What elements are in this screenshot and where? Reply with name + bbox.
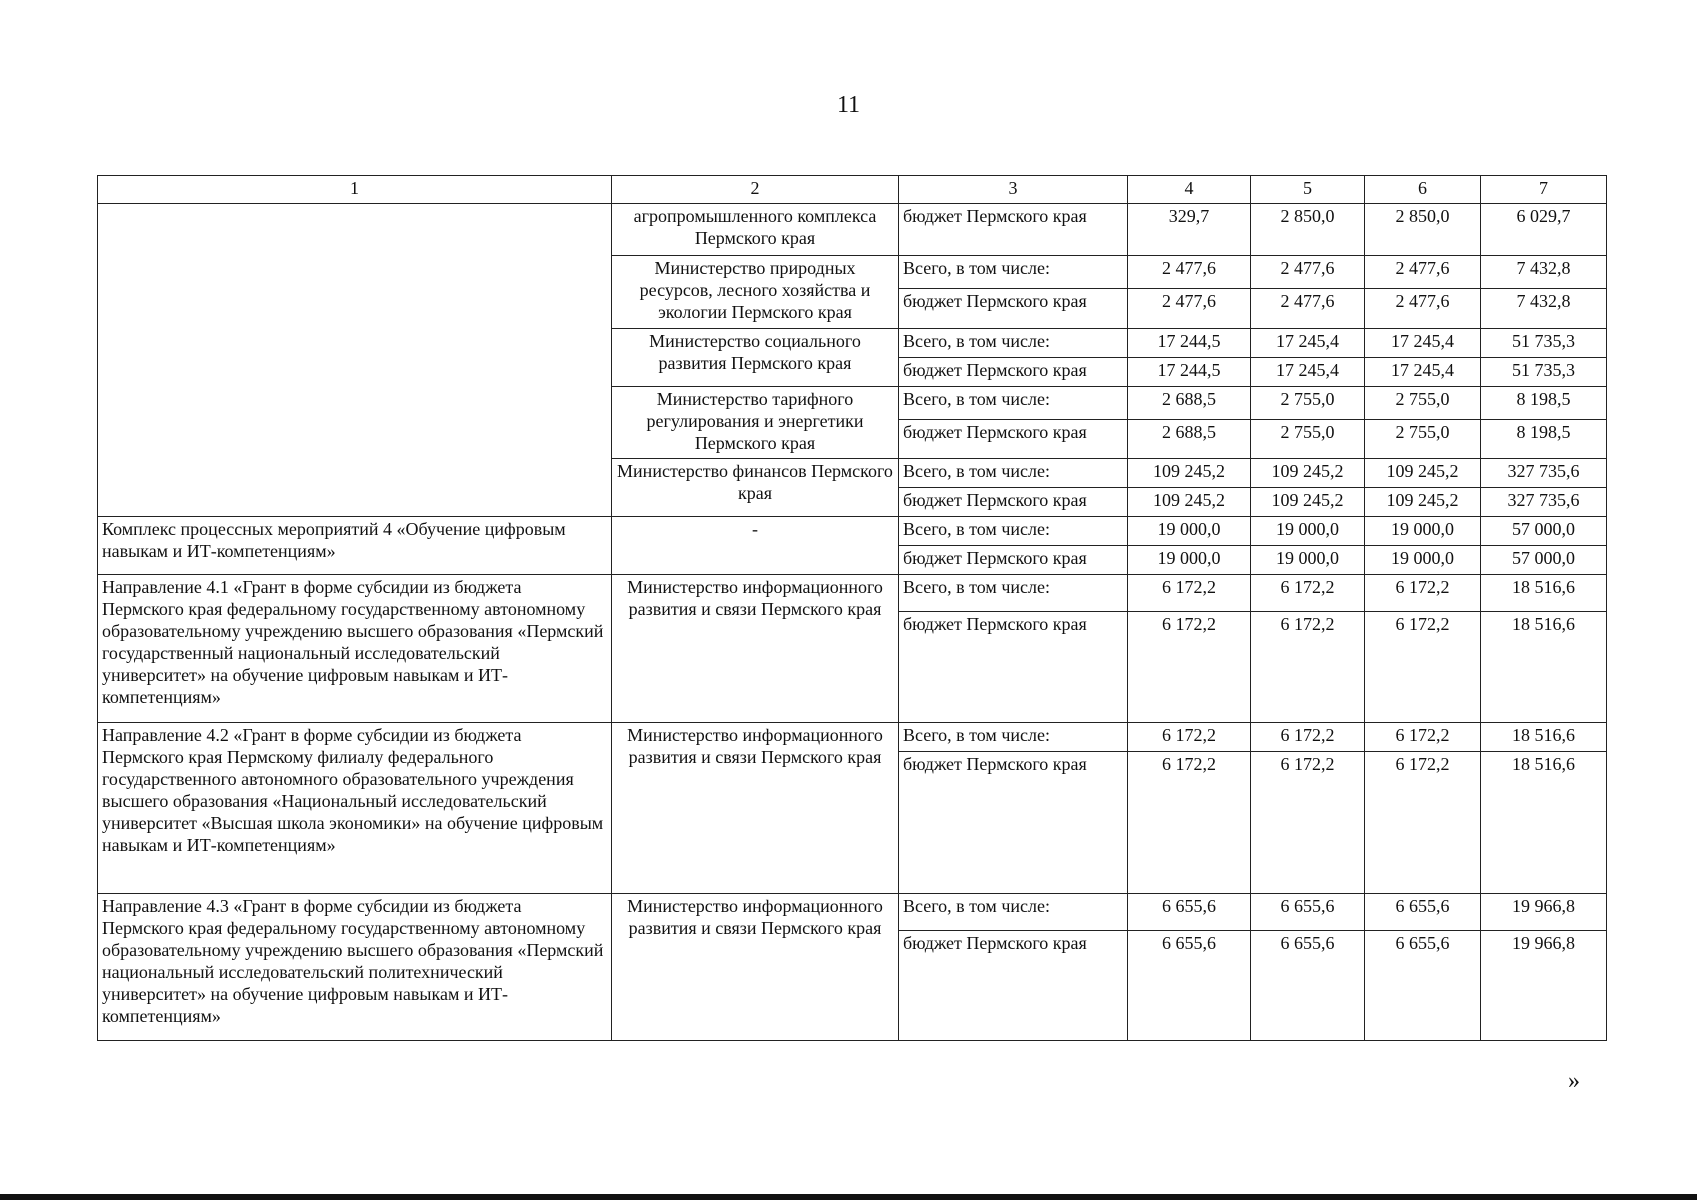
header-col-7: 7 [1481,176,1607,204]
value-col-5: 19 000,0 [1251,517,1365,546]
budget-table [97,175,1607,1041]
value-col-7: 8 198,5 [1481,387,1607,420]
value-col-5: 6 172,2 [1251,723,1365,752]
value-col-5: 2 755,0 [1251,420,1365,459]
value-col-6: 2 755,0 [1365,420,1481,459]
value-col-7: 18 516,6 [1481,612,1607,723]
value-col-7: 57 000,0 [1481,546,1607,575]
value-col-5: 17 245,4 [1251,358,1365,387]
funding-source: бюджет Пермского края [899,612,1128,723]
executor-agro: агропромышленного комплекса Пермского края [612,204,899,256]
table-row [98,517,1607,546]
value-col-6: 109 245,2 [1365,459,1481,488]
value-col-4: 6 172,2 [1128,752,1251,894]
value-col-6: 2 477,6 [1365,256,1481,289]
funding-source: бюджет Пермского края [899,546,1128,575]
value-col-5: 6 172,2 [1251,612,1365,723]
value-col-5: 109 245,2 [1251,459,1365,488]
value-col-7: 51 735,3 [1481,329,1607,358]
value-col-4: 17 244,5 [1128,358,1251,387]
funding-source: бюджет Пермского края [899,420,1128,459]
executor-info-4-2: Министерство информационного развития и связи Пермского края [612,723,899,894]
table-row [98,894,1607,931]
value-col-6: 6 655,6 [1365,894,1481,931]
scan-edge-bar [0,1194,1697,1200]
value-col-7: 327 735,6 [1481,488,1607,517]
value-col-6: 109 245,2 [1365,488,1481,517]
direction-4-2-name: Направление 4.2 «Грант в форме субсидии из бюджета Пермского края Пермскому филиалу федерального государственного автономного образовательного учреждения высшего образования «Национальный исследовательский университет «Высшая школа экономики» на обучение цифровым навыкам и ИТ-компетенциям» [98,723,612,894]
executor-nature: Министерство природных ресурсов, лесного хозяйства и экологии Пермского края [612,256,899,329]
header-col-2: 2 [612,176,899,204]
funding-source: бюджет Пермского края [899,204,1128,256]
value-col-4: 19 000,0 [1128,546,1251,575]
header-col-5: 5 [1251,176,1365,204]
page-number: 11 [836,92,861,118]
value-col-7: 7 432,8 [1481,256,1607,289]
value-col-7: 8 198,5 [1481,420,1607,459]
value-col-6: 17 245,4 [1365,329,1481,358]
value-col-4: 2 477,6 [1128,289,1251,329]
funding-source: Всего, в том числе: [899,723,1128,752]
funding-source: Всего, в том числе: [899,387,1128,420]
activity-name-continued [98,204,612,517]
value-col-5: 17 245,4 [1251,329,1365,358]
value-col-4: 109 245,2 [1128,488,1251,517]
executor-tariff: Министерство тарифного регулирования и энергетики Пермского края [612,387,899,459]
header-col-6: 6 [1365,176,1481,204]
value-col-5: 6 172,2 [1251,752,1365,894]
executor-finance: Министерство финансов Пермского края [612,459,899,517]
funding-source: Всего, в том числе: [899,329,1128,358]
value-col-7: 327 735,6 [1481,459,1607,488]
funding-source: Всего, в том числе: [899,517,1128,546]
value-col-5: 2 477,6 [1251,256,1365,289]
value-col-6: 6 172,2 [1365,723,1481,752]
value-col-7: 19 966,8 [1481,931,1607,1041]
value-col-7: 57 000,0 [1481,517,1607,546]
executor-dash: - [612,517,899,575]
table-row [98,575,1607,612]
value-col-6: 2 477,6 [1365,289,1481,329]
header-col-3: 3 [899,176,1128,204]
value-col-4: 2 688,5 [1128,387,1251,420]
header-col-4: 4 [1128,176,1251,204]
funding-source: бюджет Пермского края [899,931,1128,1041]
funding-source: бюджет Пермского края [899,488,1128,517]
value-col-7: 18 516,6 [1481,723,1607,752]
value-col-7: 19 966,8 [1481,894,1607,931]
value-col-4: 6 172,2 [1128,723,1251,752]
value-col-7: 7 432,8 [1481,289,1607,329]
value-col-4: 6 172,2 [1128,575,1251,612]
funding-source: бюджет Пермского края [899,752,1128,894]
value-col-6: 2 755,0 [1365,387,1481,420]
funding-source: Всего, в том числе: [899,575,1128,612]
direction-4-3-name: Направление 4.3 «Грант в форме субсидии из бюджета Пермского края федеральному государственному автономному образовательному учреждению высшего образования «Пермский национальный исследовательский политехнический университет» на обучение цифровым навыкам и ИТ-компетенциям» [98,894,612,1041]
value-col-6: 2 850,0 [1365,204,1481,256]
value-col-5: 2 477,6 [1251,289,1365,329]
value-col-6: 6 172,2 [1365,575,1481,612]
value-col-6: 17 245,4 [1365,358,1481,387]
executor-info-4-3: Министерство информационного развития и связи Пермского края [612,894,899,1041]
value-col-4: 6 655,6 [1128,931,1251,1041]
value-col-4: 109 245,2 [1128,459,1251,488]
header-row [98,176,1607,204]
table-row [98,204,1607,256]
value-col-7: 18 516,6 [1481,752,1607,894]
value-col-4: 6 172,2 [1128,612,1251,723]
funding-source: Всего, в том числе: [899,459,1128,488]
value-col-6: 19 000,0 [1365,546,1481,575]
value-col-4: 17 244,5 [1128,329,1251,358]
value-col-6: 19 000,0 [1365,517,1481,546]
value-col-5: 6 655,6 [1251,931,1365,1041]
funding-source: бюджет Пермского края [899,358,1128,387]
value-col-6: 6 172,2 [1365,612,1481,723]
value-col-4: 2 477,6 [1128,256,1251,289]
executor-social: Министерство социального развития Пермского края [612,329,899,387]
value-col-5: 6 655,6 [1251,894,1365,931]
value-col-4: 19 000,0 [1128,517,1251,546]
value-col-5: 2 755,0 [1251,387,1365,420]
value-col-5: 109 245,2 [1251,488,1365,517]
funding-source: бюджет Пермского края [899,289,1128,329]
value-col-5: 19 000,0 [1251,546,1365,575]
funding-source: Всего, в том числе: [899,256,1128,289]
value-col-6: 6 655,6 [1365,931,1481,1041]
header-col-1: 1 [98,176,612,204]
value-col-5: 2 850,0 [1251,204,1365,256]
closing-quote-mark: » [1568,1068,1580,1094]
value-col-6: 6 172,2 [1365,752,1481,894]
funding-source: Всего, в том числе: [899,894,1128,931]
complex-4-name: Комплекс процессных мероприятий 4 «Обучение цифровым навыкам и ИТ-компетенциям» [98,517,612,575]
value-col-7: 6 029,7 [1481,204,1607,256]
direction-4-1-name: Направление 4.1 «Грант в форме субсидии из бюджета Пермского края федеральному государственному автономному образовательному учреждению высшего образования «Пермский государственный национальный исследовательский университет» на обучение цифровым навыкам и ИТ-компетенциям» [98,575,612,723]
executor-info-4-1: Министерство информационного развития и связи Пермского края [612,575,899,723]
value-col-4: 2 688,5 [1128,420,1251,459]
value-col-4: 6 655,6 [1128,894,1251,931]
value-col-4: 329,7 [1128,204,1251,256]
table-row [98,723,1607,752]
value-col-7: 51 735,3 [1481,358,1607,387]
value-col-5: 6 172,2 [1251,575,1365,612]
value-col-7: 18 516,6 [1481,575,1607,612]
